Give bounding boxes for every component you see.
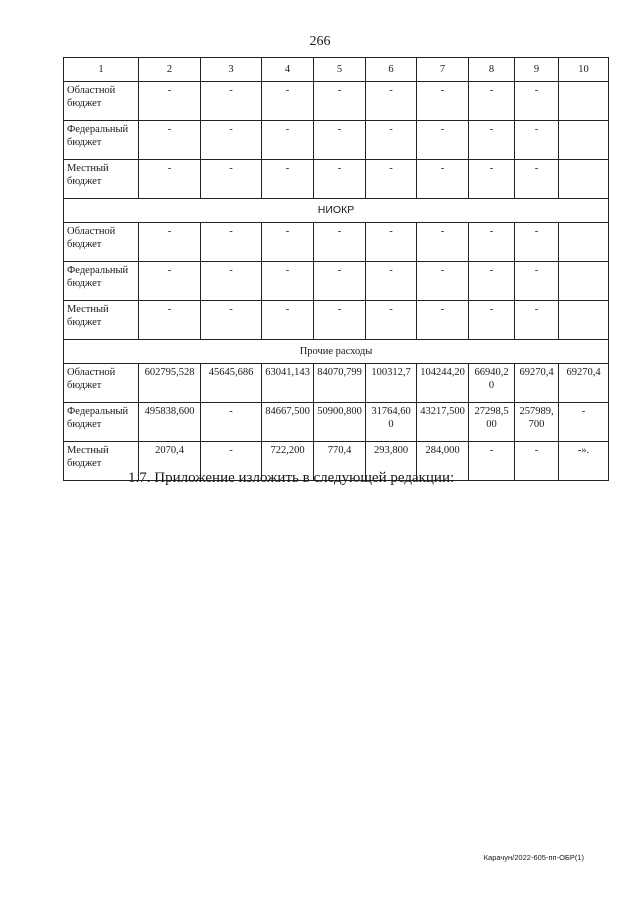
table-cell: - (262, 82, 314, 121)
budget-table (63, 57, 609, 481)
table-cell (559, 121, 609, 160)
table-cell: - (262, 223, 314, 262)
table-cell: 100312,7 (366, 364, 417, 403)
table-cell: - (201, 301, 262, 340)
table-row (64, 364, 609, 403)
table-cell: 66940,20 (469, 364, 515, 403)
section-title: Прочие расходы (64, 340, 609, 364)
table-cell: 45645,686 (201, 364, 262, 403)
section-row (64, 340, 609, 364)
table-cell: -». (559, 442, 609, 481)
table-cell: - (515, 82, 559, 121)
column-header: 1 (64, 58, 139, 82)
table-cell: - (314, 82, 366, 121)
table-cell: - (314, 262, 366, 301)
table-row (64, 403, 609, 442)
table-cell (559, 160, 609, 199)
table-cell: - (262, 160, 314, 199)
table-row (64, 223, 609, 262)
header-row (64, 58, 609, 82)
table-cell: - (366, 82, 417, 121)
table-cell: 104244,20 (417, 364, 469, 403)
table-cell: - (366, 160, 417, 199)
table-cell: 722,200 (262, 442, 314, 481)
table-cell: 2070,4 (139, 442, 201, 481)
table-cell: - (469, 160, 515, 199)
table-cell: - (515, 442, 559, 481)
paragraph-1-7: 1.7. Приложение изложить в следующей редакции: (128, 470, 455, 486)
table-cell: 31764,600 (366, 403, 417, 442)
table-cell: 50900,800 (314, 403, 366, 442)
table-cell: - (262, 121, 314, 160)
table-cell (559, 82, 609, 121)
table-cell (559, 262, 609, 301)
column-header: 7 (417, 58, 469, 82)
column-header: 10 (559, 58, 609, 82)
table-cell: - (417, 82, 469, 121)
table-cell: 770,4 (314, 442, 366, 481)
column-header: 2 (139, 58, 201, 82)
table-cell: - (201, 442, 262, 481)
section-title: НИОКР (64, 199, 609, 223)
table-cell: - (139, 262, 201, 301)
table-row (64, 301, 609, 340)
table-cell: 63041,143 (262, 364, 314, 403)
table-cell: - (201, 82, 262, 121)
table-cell: 293,800 (366, 442, 417, 481)
row-label: Федеральный бюджет (64, 121, 139, 160)
row-label: Областной бюджет (64, 82, 139, 121)
section-row (64, 199, 609, 223)
table-cell: - (139, 121, 201, 160)
table-cell: 27298,500 (469, 403, 515, 442)
row-label: Федеральный бюджет (64, 262, 139, 301)
table-cell: - (366, 301, 417, 340)
table-cell: 495838,600 (139, 403, 201, 442)
table-cell: - (314, 121, 366, 160)
table-cell: - (262, 301, 314, 340)
table-cell: - (559, 403, 609, 442)
page-number: 266 (309, 34, 331, 49)
row-label: Местный бюджет (64, 301, 139, 340)
table-cell (559, 223, 609, 262)
table-cell: - (366, 262, 417, 301)
table-row (64, 82, 609, 121)
table-cell: - (469, 82, 515, 121)
table-cell: - (201, 262, 262, 301)
table-cell: - (366, 121, 417, 160)
table-cell: - (139, 223, 201, 262)
table-cell: - (139, 160, 201, 199)
table-cell: 602795,528 (139, 364, 201, 403)
table-cell: - (417, 160, 469, 199)
table-cell: - (139, 82, 201, 121)
table-cell: - (417, 121, 469, 160)
table-cell: - (515, 262, 559, 301)
table-cell: - (469, 223, 515, 262)
table-cell: - (469, 262, 515, 301)
table-cell: - (417, 223, 469, 262)
table-cell: - (469, 121, 515, 160)
table-cell: - (201, 121, 262, 160)
table-row (64, 160, 609, 199)
table-cell: - (314, 301, 366, 340)
row-label: Федеральный бюджет (64, 403, 139, 442)
table-cell: 84667,500 (262, 403, 314, 442)
table-cell: - (417, 301, 469, 340)
column-header: 3 (201, 58, 262, 82)
table-cell (559, 301, 609, 340)
column-header: 5 (314, 58, 366, 82)
table-cell: - (314, 223, 366, 262)
column-header: 4 (262, 58, 314, 82)
table-cell: 84070,799 (314, 364, 366, 403)
row-label: Местный бюджет (64, 160, 139, 199)
table-cell: 69270,4 (515, 364, 559, 403)
row-label: Областной бюджет (64, 364, 139, 403)
table-row (64, 121, 609, 160)
table-cell: - (262, 262, 314, 301)
table-cell: - (515, 223, 559, 262)
column-header: 6 (366, 58, 417, 82)
table-cell: - (417, 262, 469, 301)
table-cell: - (201, 160, 262, 199)
table-cell: - (515, 121, 559, 160)
table-cell: - (201, 403, 262, 442)
table-row (64, 262, 609, 301)
column-header: 9 (515, 58, 559, 82)
table-cell: 43217,500 (417, 403, 469, 442)
table-cell: - (314, 160, 366, 199)
table-cell: 69270,4 (559, 364, 609, 403)
row-label: Местный бюджет (64, 442, 139, 481)
row-label: Областной бюджет (64, 223, 139, 262)
table-cell: - (515, 160, 559, 199)
table-cell: - (366, 223, 417, 262)
table-cell: - (469, 301, 515, 340)
table-cell: - (515, 301, 559, 340)
table-cell: - (201, 223, 262, 262)
table-cell: - (139, 301, 201, 340)
column-header: 8 (469, 58, 515, 82)
table-cell: - (469, 442, 515, 481)
table-cell: 284,000 (417, 442, 469, 481)
document-reference: Карачун/2022-605-пп-ОБР(1) (483, 853, 584, 862)
table-cell: 257989,700 (515, 403, 559, 442)
